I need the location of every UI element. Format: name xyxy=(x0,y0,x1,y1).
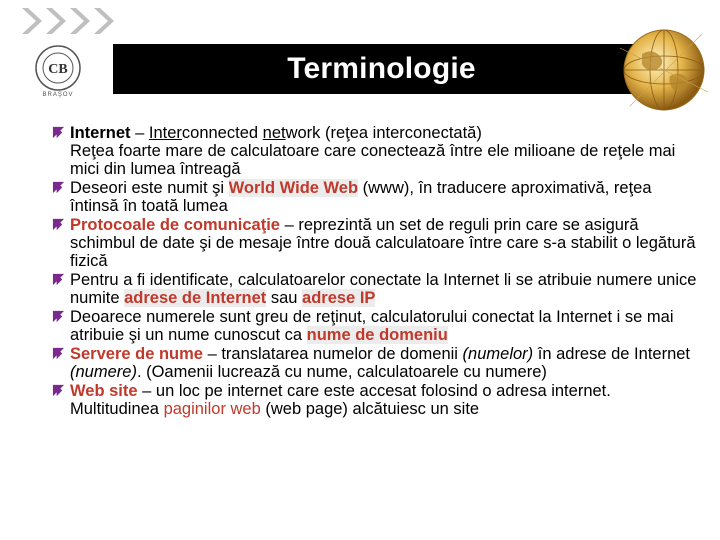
bullet-icon xyxy=(52,347,65,360)
term-ip-addresses: adrese IP xyxy=(302,289,376,307)
bullet-name-servers: Servere de nume – translatarea numelor de domenii (numelor) în adrese de Internet (numere). (Oamenii lucrează cu nume, calculatoarele cu numere) xyxy=(52,345,697,381)
chevron-arrows-icon xyxy=(22,8,122,34)
globe-icon xyxy=(612,18,712,118)
bullet-icon xyxy=(52,218,65,231)
bullet-icon xyxy=(52,310,65,323)
bullet-icon xyxy=(52,126,65,139)
bullet-icon xyxy=(52,384,65,397)
term-internet: Internet xyxy=(70,124,131,142)
term-web-site: Web site xyxy=(70,382,138,400)
term-domain-name: nume de domeniu xyxy=(306,326,448,344)
bullet-ip-addresses: Pentru a fi identificate, calculatoarelor conectate la Internet li se atribuie numere unice numite adrese de Internet sau adrese IP xyxy=(52,271,697,307)
slide-content xyxy=(52,124,697,419)
internet-definition: Reţea foarte mare de calculatoare care conectează între ele milioane de reţele mai mici din lumea întreagă xyxy=(70,142,676,178)
title-bar xyxy=(113,44,650,94)
seal-icon xyxy=(28,42,88,98)
svg-text:BRAŞOV: BRAŞOV xyxy=(42,92,74,98)
bullet-icon xyxy=(52,181,65,194)
term-web-pages: paginilor web xyxy=(163,400,261,418)
bullet-web-site: Web site – un loc pe internet care este accesat folosind o adresa internet. Multitudinea paginilor web (web page) alcătuiesc un site xyxy=(52,382,697,418)
institution-logo xyxy=(28,42,88,98)
bullet-www: Deseori este numit şi World Wide Web (www), în traducere aproximativă, reţea întinsă în toată lumea xyxy=(52,179,697,215)
term-internet-addresses: adrese de Internet xyxy=(124,289,267,307)
term-name-servers: Servere de nume xyxy=(70,345,203,363)
decorative-arrows xyxy=(22,8,122,34)
page-title: Terminologie xyxy=(287,52,476,85)
term-www: World Wide Web xyxy=(228,179,359,197)
bullet-domain-name: Deoarece numerele sunt greu de reţinut, calculatorului conectat la Internet i se mai atribuie şi un nume cunoscut ca nume de domeniu xyxy=(52,308,697,344)
bullet-protocols: Protocoale de comunicaţie – reprezintă un set de reguli prin care se asigură schimbul de date şi de mesaje între două calculatoare între care s-a stabilit o legătură fizică xyxy=(52,216,697,270)
bullet-icon xyxy=(52,273,65,286)
term-protocols: Protocoale de comunicaţie xyxy=(70,216,280,234)
bullet-internet: Internet – Interconnected network (reţea interconectată) Reţea foarte mare de calculatoare care conectează între ele milioane de reţele mai mici din lumea întreagă xyxy=(52,124,697,178)
svg-text:CB: CB xyxy=(48,62,68,77)
